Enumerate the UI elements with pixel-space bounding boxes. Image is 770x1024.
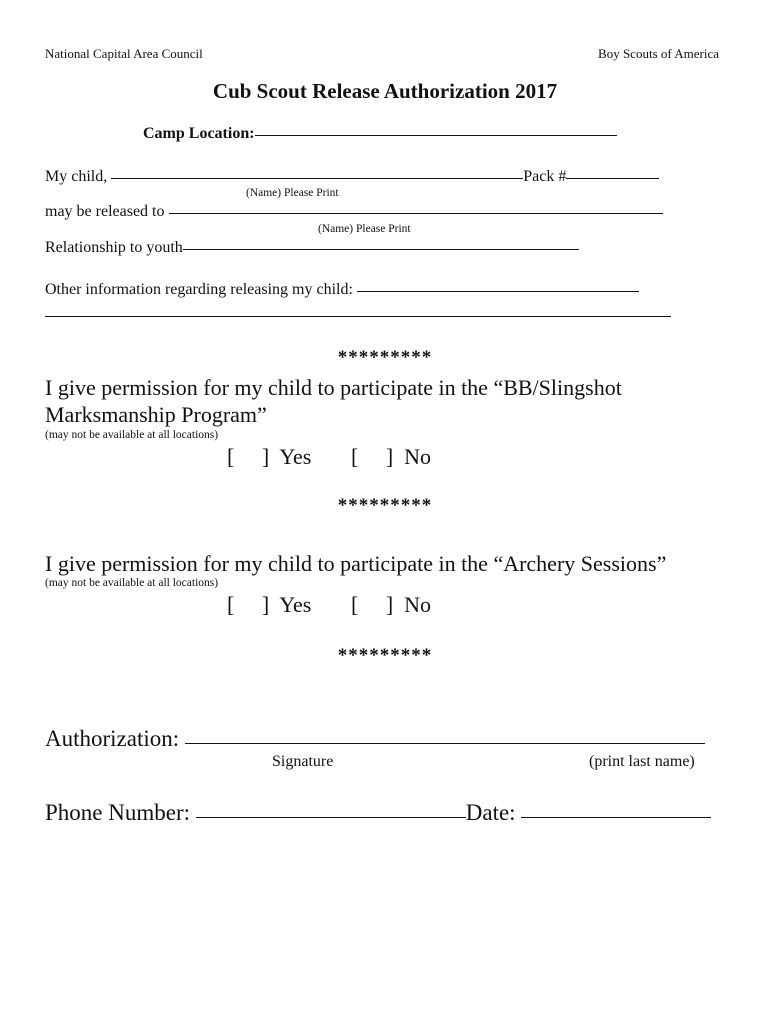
authorization-label: Authorization:	[45, 726, 180, 751]
header-organization: Boy Scouts of America	[598, 46, 719, 61]
phone-date-row	[45, 800, 711, 826]
bb-no-checkbox[interactable]: [ ] No	[351, 444, 432, 469]
child-row	[45, 168, 659, 186]
archery-permission-line: I give permission for my child to participate in the “Archery Sessions”	[45, 551, 667, 576]
separator-1: *********	[337, 347, 433, 368]
camp-location-label: Camp Location:	[143, 125, 255, 142]
bb-permission-line1: I give permission for my child to participate in the “BB/Slingshot	[45, 375, 622, 400]
other-info-field[interactable]	[357, 290, 639, 292]
authorization-row	[45, 726, 705, 752]
archery-yes-checkbox[interactable]: [ ] Yes	[227, 592, 312, 617]
release-name-hint: (Name) Please Print	[318, 223, 411, 235]
archery-no-checkbox[interactable]: [ ] No	[351, 592, 432, 617]
page-title: Cub Scout Release Authorization 2017	[212, 79, 558, 103]
phone-label: Phone Number:	[45, 800, 191, 825]
release-label: may be released to	[45, 203, 165, 220]
release-name-field[interactable]	[169, 212, 663, 214]
camp-location-row	[143, 125, 617, 143]
other-info-label: Other information regarding releasing my child:	[45, 281, 353, 298]
date-field[interactable]	[521, 816, 711, 818]
bb-yes-checkbox[interactable]: [ ] Yes	[227, 444, 312, 469]
camp-location-field[interactable]	[255, 134, 617, 136]
print-last-name-caption: (print last name)	[589, 753, 695, 770]
date-label: Date:	[465, 800, 516, 825]
bb-availability-note: (may not be available at all locations)	[45, 429, 219, 441]
other-info-field-line2[interactable]	[45, 316, 671, 317]
other-info-row	[45, 281, 639, 299]
header-council: National Capital Area Council	[45, 46, 203, 61]
signature-caption: Signature	[272, 753, 334, 770]
phone-number-field[interactable]	[196, 816, 466, 818]
child-name-hint: (Name) Please Print	[246, 187, 339, 199]
pack-label: Pack #	[523, 168, 567, 185]
release-row	[45, 203, 663, 221]
separator-2: *********	[337, 495, 433, 516]
relationship-row	[45, 239, 579, 257]
bb-permission-line2: Marksmanship Program”	[45, 402, 267, 427]
authorization-signature-field[interactable]	[185, 742, 705, 744]
relationship-field[interactable]	[183, 248, 579, 250]
pack-number-field[interactable]	[566, 177, 659, 179]
relationship-label: Relationship to youth	[45, 239, 183, 256]
child-label: My child,	[45, 168, 108, 185]
archery-availability-note: (may not be available at all locations)	[45, 577, 219, 589]
separator-3: *********	[337, 645, 433, 666]
child-name-field[interactable]	[111, 177, 523, 179]
